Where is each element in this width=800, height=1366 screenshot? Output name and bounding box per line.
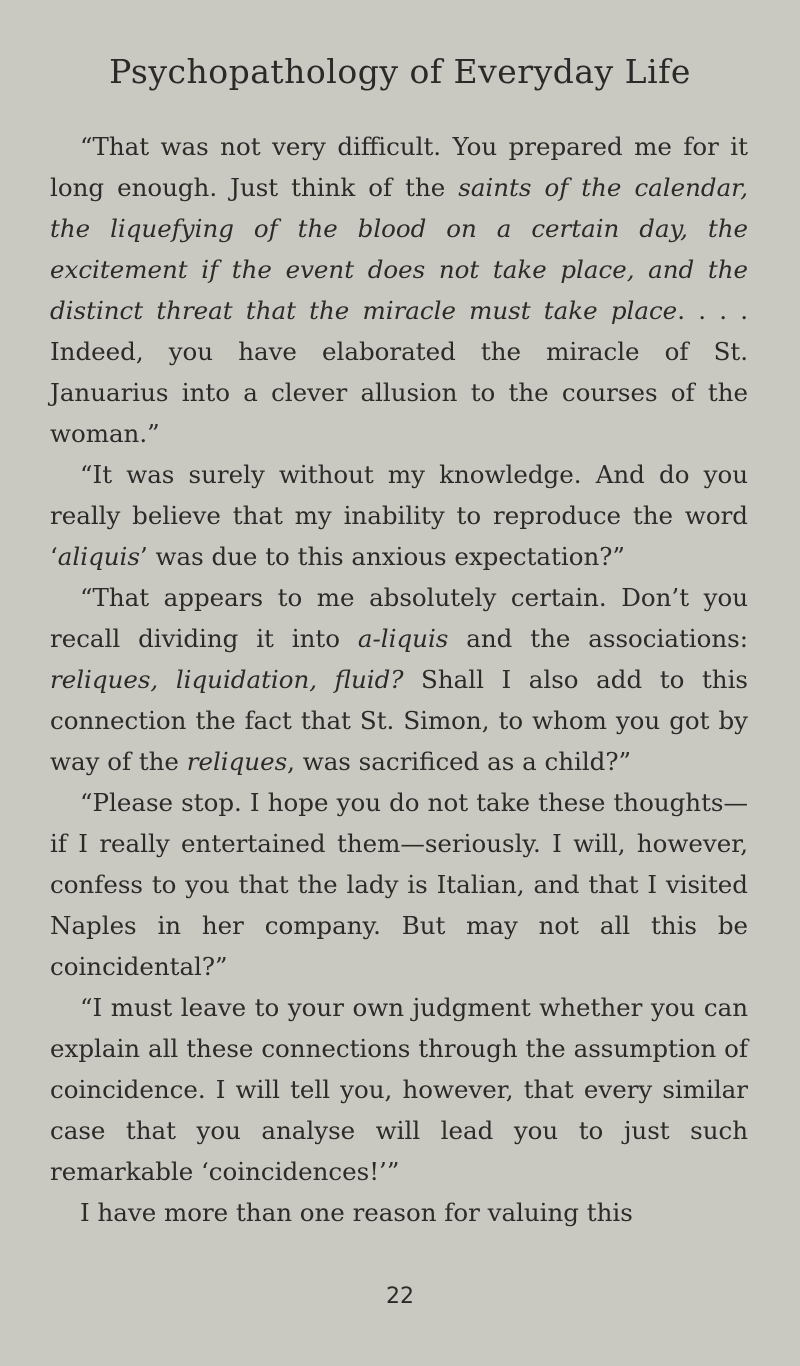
text-run: “Please stop. I hope you do not take these thoughts—if I really entertained them—seriously. I will, however, confess to you that the lady is Italian, and that I visited Naples in her company. But may not all this be coincidental?” <box>50 788 748 981</box>
text-run: “That appears to me absolutely certain. Don’t you recall dividing it into <box>50 583 748 653</box>
paragraph <box>50 577 748 782</box>
italic-text: reliques, liquidation, fluid? <box>50 665 404 694</box>
text-run: “That was not very difficult. You prepared me for it long enough. Just think of the <box>50 132 748 202</box>
italic-text: a-liquis <box>357 624 449 653</box>
italic-text: reliques <box>186 747 288 776</box>
paragraph <box>50 126 748 454</box>
page-number: 22 <box>386 1284 414 1309</box>
text-run: “It was surely without my knowledge. And do you really believe that my inability to reproduce the word ‘ <box>50 460 748 571</box>
running-head: Psychopathology of Everyday Life <box>109 52 691 91</box>
italic-text: saints of the calendar, the liquefying of the blood on a certain day, the excitement if the event does not take place, and the distinct threat that the miracle must take place <box>50 173 748 325</box>
text-run: ’ was due to this anxious expectation?” <box>139 542 625 571</box>
body-text <box>50 126 748 1233</box>
paragraph <box>50 987 748 1192</box>
text-run: “I must leave to your own judgment whether you can explain all these connections through the assumption of coincidence. I will tell you, however, that every similar case that you analyse will lead you to just such remarkable ‘coincidences!’” <box>50 993 748 1186</box>
paragraph <box>50 1192 748 1233</box>
paragraph <box>50 454 748 577</box>
text-run: , was sacrificed as a child?” <box>287 747 632 776</box>
text-run: Shall I also add to this connection the fact that St. Simon, to whom you got by way of the <box>50 665 748 776</box>
text-run: . . . . Indeed, you have elaborated the miracle of St. Januarius into a clever allusion to the courses of the woman.” <box>50 296 749 448</box>
italic-text: aliquis <box>57 542 140 571</box>
paragraph <box>50 782 748 987</box>
text-run: and the associations: <box>448 624 748 653</box>
text-run: I have more than one reason for valuing this <box>80 1198 633 1227</box>
